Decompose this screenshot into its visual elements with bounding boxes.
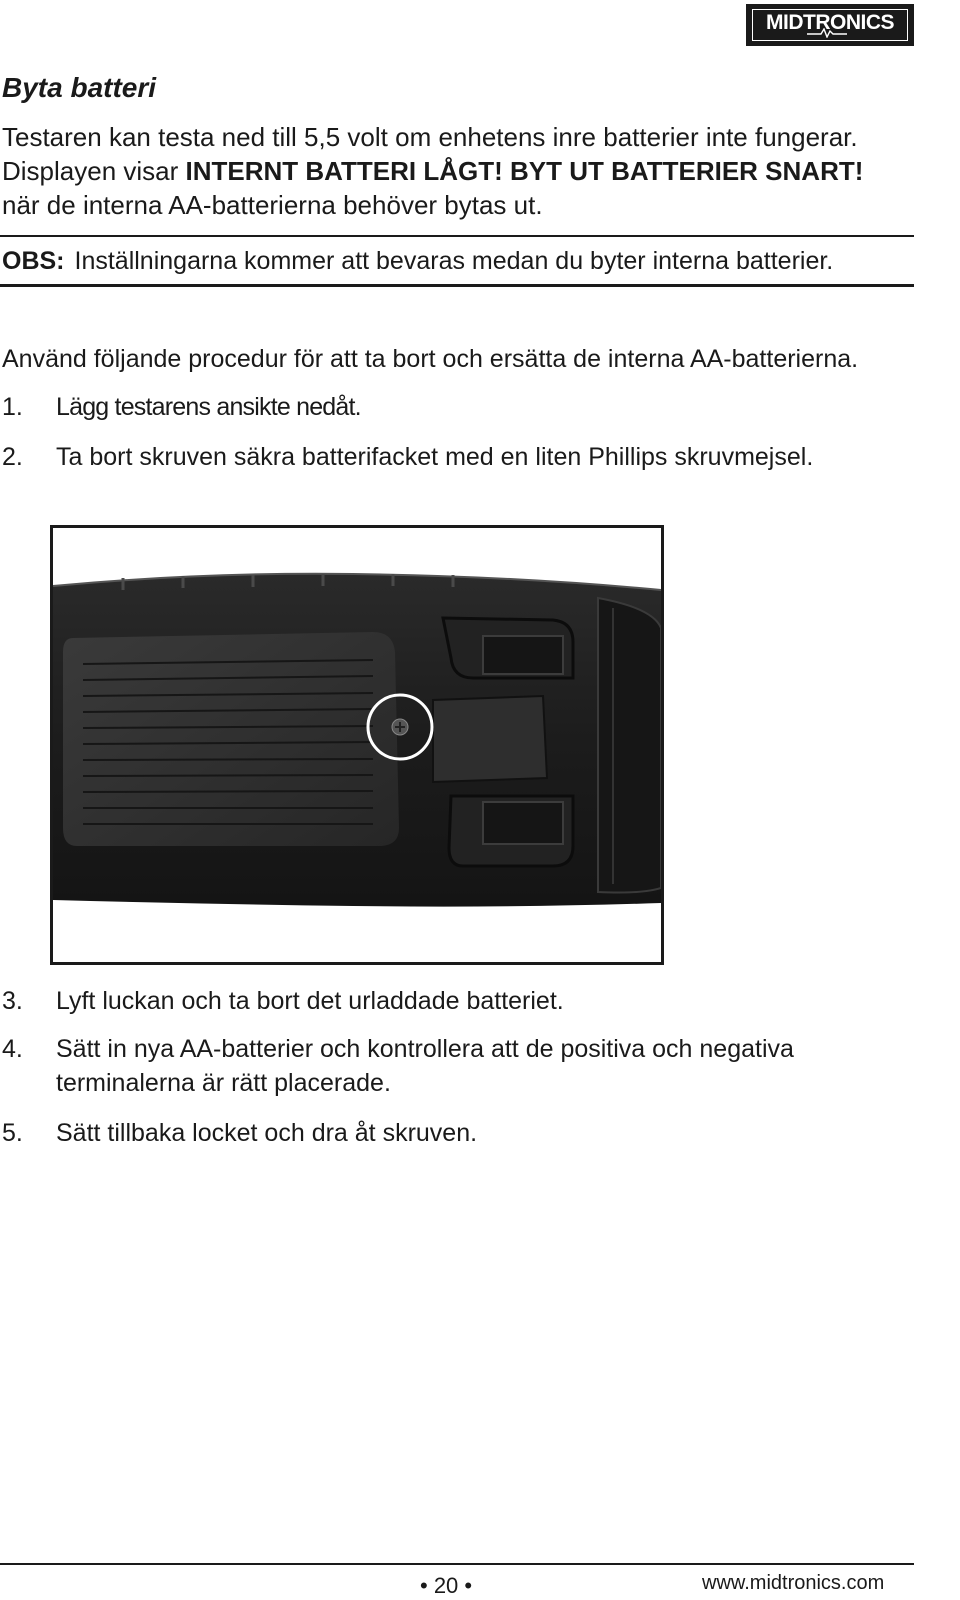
midtronics-logo	[746, 4, 914, 46]
logo-text: MIDTRONICS	[766, 10, 894, 34]
step-text: Lyft luckan och ta bort det urladdade batteriet.	[56, 987, 564, 1015]
step-text: Ta bort skruven säkra batterifacket med en liten Phillips skruvmejsel.	[56, 443, 814, 471]
procedure-intro: Använd följande procedur för att ta bort och ersätta de interna AA-batterierna.	[2, 345, 859, 373]
logo-frame	[752, 9, 908, 41]
step-text: Sätt in nya AA-batterier och kontrollera att de positiva och negativa terminalerna är rätt placerade.	[56, 1035, 794, 1097]
step-text: Sätt tillbaka locket och dra åt skruven.	[56, 1119, 478, 1147]
step-number: 3.	[2, 987, 23, 1015]
note-text: Inställningarna kommer att bevaras medan du byter interna batterier.	[74, 247, 834, 275]
note-box	[2, 244, 914, 278]
intro-text-1: Testaren kan testa ned till 5,5 volt om enhetens inre batterier inte fungerar. Displayen visar	[2, 122, 858, 186]
note-divider-bottom	[0, 284, 914, 287]
page-number: • 20 •	[420, 1573, 473, 1598]
logo-pulse-icon	[807, 28, 847, 38]
intro-text-2: när de interna AA-batterierna behöver bytas ut.	[2, 190, 543, 220]
step-number: 1.	[2, 393, 23, 421]
note-label: OBS:	[2, 247, 65, 275]
battery-compartment-photo	[50, 525, 664, 965]
intro-warning-message: INTERNT BATTERI LÅGT! BYT UT BATTERIER SNART!	[185, 156, 864, 186]
intro-paragraph	[2, 120, 902, 222]
step-text: Lägg testarens ansikte nedåt.	[56, 393, 361, 421]
footer-url: www.midtronics.com	[702, 1572, 885, 1594]
tester-back-illustration	[53, 528, 661, 962]
step-number: 4.	[2, 1035, 23, 1063]
step-number: 5.	[2, 1119, 23, 1147]
section-title: Byta batteri	[2, 72, 157, 103]
step-number: 2.	[2, 443, 23, 471]
note-divider-top	[0, 235, 914, 237]
footer-divider	[0, 1563, 914, 1565]
